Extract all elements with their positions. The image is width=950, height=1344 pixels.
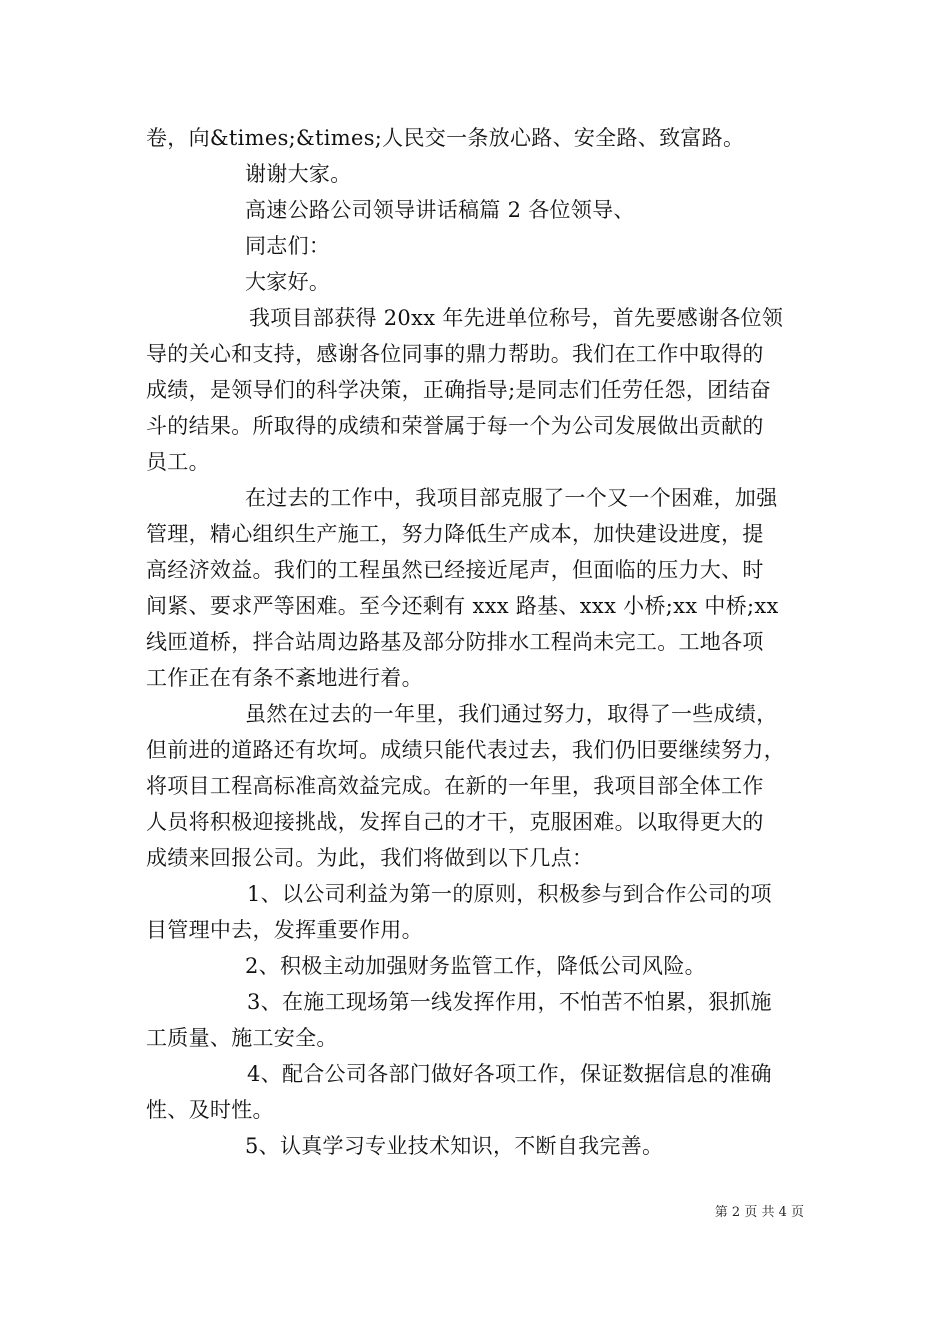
text-line: 卷，向&times;&times;人民交一条放心路、安全路、致富路。 [146,126,745,150]
text-line: 高经济效益。我们的工程虽然已经接近尾声，但面临的压力大、时 [146,558,764,582]
text-line: 成绩，是领导们的科学决策，正确指导;是同志们任劳任怨，团结奋 [146,378,772,402]
text-line: 工质量、施工安全。 [146,1026,338,1050]
text-line: 线匝道桥，拌合站周边路基及部分防排水工程尚未完工。工地各项 [146,630,764,654]
list-item: 5、认真学习专业技术知识，不断自我完善。 [245,1134,664,1158]
text-line: 性、及时性。 [146,1098,274,1122]
text-line: 同志们： [245,234,331,258]
text-line: 工作正在有条不紊地进行着。 [146,666,423,690]
text-line: 导的关心和支持，感谢各位同事的鼎力帮助。我们在工作中取得的 [146,342,764,366]
text-line: 目管理中去，发挥重要作用。 [146,918,423,942]
text-line: 在过去的工作中，我项目部克服了一个又一个困难，加强 [245,486,778,510]
text-line: 员工。 [146,450,210,474]
page-number [715,1204,804,1222]
list-item: 2、积极主动加强财务监管工作，降低公司风险。 [245,954,706,978]
text-line: 管理，精心组织生产施工，努力降低生产成本，加快建设进度，提 [146,522,764,546]
text-line: 高速公路公司领导讲话稿篇 2 各位领导、 [245,198,635,222]
text-line: 间紧、要求严等困难。至今还剩有 xxx 路基、xxx 小桥;xx 中桥;xx [146,594,779,618]
text-line: 将项目工程高标准高效益完成。在新的一年里，我项目部全体工作 [146,774,764,798]
text-line: 成绩来回报公司。为此，我们将做到以下几点： [146,846,594,870]
text-line: 大家好。 [245,270,331,294]
text-line: 人员将积极迎接挑战，发挥自己的才干，克服困难。以取得更大的 [146,810,764,834]
list-item: 3、在施工现场第一线发挥作用，不怕苦不怕累，狠抓施 [247,990,772,1014]
text-line: 但前进的道路还有坎坷。成绩只能代表过去，我们仍旧要继续努力， [146,738,785,762]
text-line: 谢谢大家。 [245,162,352,186]
text-line: 虽然在过去的一年里，我们通过努力，取得了一些成绩， [245,702,778,726]
text-line: 我项目部获得 20xx 年先进单位称号，首先要感谢各位领 [249,306,784,330]
list-item: 4、配合公司各部门做好各项工作，保证数据信息的准确 [247,1062,772,1086]
list-item: 1、以公司利益为第一的原则，积极参与到合作公司的项 [247,882,772,906]
text-line: 斗的结果。所取得的成绩和荣誉属于每一个为公司发展做出贡献的 [146,414,764,438]
page-number-label: 第 2 页 共 4 页 [714,1205,804,1220]
